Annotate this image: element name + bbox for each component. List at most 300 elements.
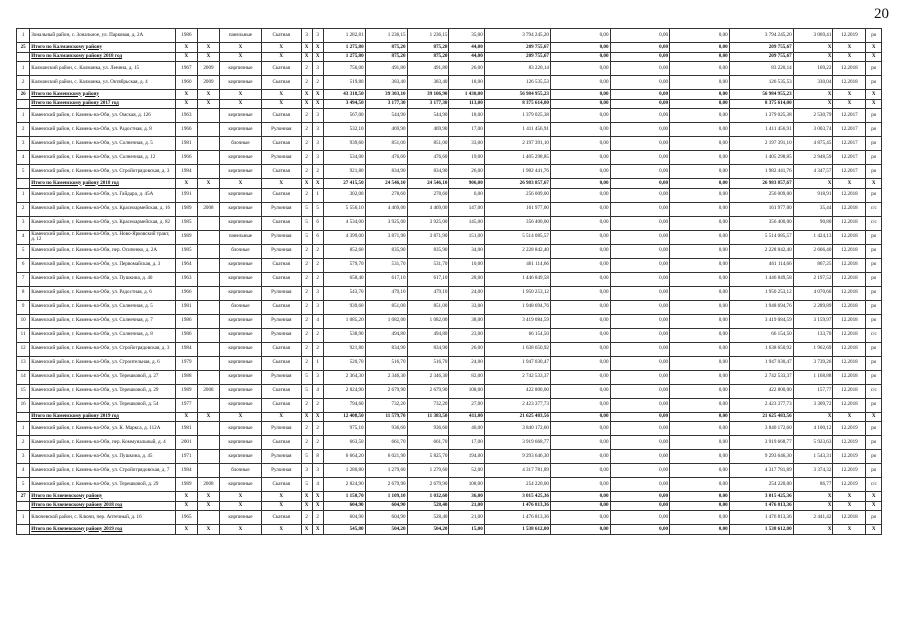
floors-cell: 3 bbox=[301, 464, 312, 478]
total-area-cell: 4 399,00 bbox=[323, 230, 365, 244]
overhaul-cost-cell: 3 015 425,36 bbox=[484, 492, 550, 502]
roof-type-cell: Скатная bbox=[261, 342, 301, 356]
entrances-cell: X bbox=[312, 43, 323, 53]
year-overhaul-cell bbox=[197, 258, 219, 272]
floors-cell: X bbox=[301, 52, 312, 62]
address-cell: Каменский район, г. Камень-на-Оби, пер. Осипенко, д. 2А bbox=[30, 244, 176, 258]
table-row bbox=[17, 165, 882, 179]
subtotal-label: Итого по Каменскому району 2017 год bbox=[30, 99, 176, 109]
year-overhaul-cell bbox=[197, 450, 219, 464]
floors-cell: 5 bbox=[301, 384, 312, 398]
living-area-cell: 835,90 bbox=[365, 244, 407, 258]
funding-2-cell: 0,00 bbox=[610, 244, 670, 258]
funding-2-cell: 0,00 bbox=[610, 501, 670, 511]
roof-type-cell: Рулонная bbox=[261, 151, 301, 165]
year-overhaul-cell bbox=[197, 230, 219, 244]
living-area-cell: 936,60 bbox=[365, 422, 407, 436]
floors-cell: 2 bbox=[301, 62, 312, 76]
living-area-cell: 516,70 bbox=[365, 356, 407, 370]
method-cell: ро bbox=[866, 356, 882, 370]
living-area-cell: 1 236,15 bbox=[365, 29, 407, 43]
method-cell: X bbox=[866, 492, 882, 502]
funding-2-cell: 0,00 bbox=[610, 52, 670, 62]
funding-2-cell: 0,00 bbox=[610, 216, 670, 230]
total-area-cell: 519,80 bbox=[323, 76, 365, 90]
year-built-cell: 1981 bbox=[175, 137, 197, 151]
overhaul-cost-cell: 3 919 668,77 bbox=[484, 436, 550, 450]
total-cost-cell: 1 476 813,36 bbox=[729, 511, 793, 525]
method-cell: ро bbox=[866, 300, 882, 314]
roof-type-cell: Скатная bbox=[261, 398, 301, 412]
table-row bbox=[17, 464, 882, 478]
living-area-residential-cell: 528,40 bbox=[407, 511, 449, 525]
funding-3-cell: 0,00 bbox=[670, 314, 730, 328]
funding-3-cell: 0,00 bbox=[670, 90, 730, 100]
overhaul-cost-cell: 8 375 614,00 bbox=[484, 99, 550, 109]
roof-type-cell: Скатная bbox=[261, 216, 301, 230]
address-cell: Каменский район, г. Камень-на-Оби, ул. Солнечная, д. 5 bbox=[30, 300, 176, 314]
overhaul-cost-cell: 209 755,67 bbox=[484, 43, 550, 53]
funding-2-cell: 0,00 bbox=[610, 356, 670, 370]
living-area-residential-cell: 531,70 bbox=[407, 258, 449, 272]
subtotal-label: Итого по Каменскому району bbox=[30, 90, 176, 100]
row-number-cell: 12 bbox=[17, 342, 30, 356]
residents-cell: 36,00 bbox=[449, 492, 484, 502]
funding-3-cell: 0,00 bbox=[670, 464, 730, 478]
entrances-cell: 2 bbox=[312, 422, 323, 436]
roof-type-cell: Рулонная bbox=[261, 123, 301, 137]
floors-cell: 2 bbox=[301, 272, 312, 286]
funding-3-cell: 0,00 bbox=[670, 342, 730, 356]
unit-cost-cell: X bbox=[793, 525, 833, 535]
total-cost-cell: 21 625 483,56 bbox=[729, 412, 793, 422]
total-area-cell: 6 664,20 bbox=[323, 450, 365, 464]
floors-cell: 2 bbox=[301, 123, 312, 137]
year-built-cell: 1971 bbox=[175, 450, 197, 464]
total-cost-cell: 1 982 441,76 bbox=[729, 165, 793, 179]
residents-cell: 24,00 bbox=[449, 356, 484, 370]
floors-cell: X bbox=[301, 99, 312, 109]
deadline-cell: 12.2019 bbox=[833, 29, 866, 43]
address-cell: Зональный район, с. Зональное, ул. Парковая, д. 2А bbox=[30, 29, 176, 43]
year-overhaul-cell bbox=[197, 342, 219, 356]
row-number-cell: 14 bbox=[17, 370, 30, 384]
funding-3-cell: 0,00 bbox=[670, 356, 730, 370]
address-cell: Каменский район, г. Камень-на-Оби, ул. Омская, д. 126 bbox=[30, 109, 176, 123]
funding-2-cell: 0,00 bbox=[610, 314, 670, 328]
roof-type-cell: Скатная bbox=[261, 272, 301, 286]
roof-type-cell: Скатная bbox=[261, 300, 301, 314]
total-cost-cell: 2 423 377,73 bbox=[729, 398, 793, 412]
wall-material-cell: кирпичные bbox=[219, 450, 261, 464]
funding-1-cell: 0,00 bbox=[550, 314, 610, 328]
funding-3-cell: 0,00 bbox=[670, 422, 730, 436]
year-overhaul-cell bbox=[197, 123, 219, 137]
living-area-cell: 24 546,10 bbox=[365, 179, 407, 189]
unit-cost-cell: 5 923,63 bbox=[793, 436, 833, 450]
wall-material-cell: кирпичные bbox=[219, 398, 261, 412]
total-area-cell: 4 534,00 bbox=[323, 216, 365, 230]
address-cell: Каменский район, г. Камень-на-Оби, ул. Красноармейская, д. 16 bbox=[30, 202, 176, 216]
row-number-cell: 5 bbox=[17, 244, 30, 258]
year-overhaul-cell: X bbox=[197, 501, 219, 511]
funding-3-cell: 0,00 bbox=[670, 412, 730, 422]
wall-material-cell: блочные bbox=[219, 244, 261, 258]
overhaul-cost-cell: 2 742 533,37 bbox=[484, 370, 550, 384]
residents-cell: 18,00 bbox=[449, 109, 484, 123]
deadline-cell: 12.2017 bbox=[833, 165, 866, 179]
residents-cell: 21,00 bbox=[449, 511, 484, 525]
wall-material-cell: кирпичные bbox=[219, 165, 261, 179]
roof-type-cell: Скатная bbox=[261, 109, 301, 123]
funding-2-cell: 0,00 bbox=[610, 342, 670, 356]
funding-2-cell: 0,00 bbox=[610, 202, 670, 216]
funding-2-cell: 0,00 bbox=[610, 29, 670, 43]
wall-material-cell: X bbox=[219, 492, 261, 502]
roof-type-cell: Скатная bbox=[261, 76, 301, 90]
entrances-cell: 2 bbox=[312, 244, 323, 258]
residents-cell: 38,00 bbox=[449, 314, 484, 328]
residents-cell: 23,00 bbox=[449, 328, 484, 342]
living-area-residential-cell: 875,20 bbox=[407, 43, 449, 53]
entrances-cell: 2 bbox=[312, 76, 323, 90]
living-area-cell: 834,90 bbox=[365, 342, 407, 356]
deadline-cell: 12.2017 bbox=[833, 151, 866, 165]
residents-cell: 21,00 bbox=[449, 501, 484, 511]
total-area-cell: 852,60 bbox=[323, 244, 365, 258]
funding-1-cell: 0,00 bbox=[550, 450, 610, 464]
living-area-residential-cell: 3 925,00 bbox=[407, 216, 449, 230]
year-overhaul-cell bbox=[197, 436, 219, 450]
address-cell: Каменский район, г. Камень-на-Оби, ул. Строительная, д. 6 bbox=[30, 356, 176, 370]
entrances-cell: X bbox=[312, 90, 323, 100]
method-cell: X bbox=[866, 179, 882, 189]
funding-3-cell: 0,00 bbox=[670, 492, 730, 502]
unit-cost-cell: 35,44 bbox=[793, 202, 833, 216]
roof-type-cell: X bbox=[261, 90, 301, 100]
funding-3-cell: 0,00 bbox=[670, 62, 730, 76]
page-number: 20 bbox=[874, 6, 889, 22]
living-area-cell: 1 082,00 bbox=[365, 314, 407, 328]
total-area-cell: 663,50 bbox=[323, 436, 365, 450]
wall-material-cell: кирпичные bbox=[219, 151, 261, 165]
total-cost-cell: 1 947 030,47 bbox=[729, 356, 793, 370]
entrances-cell: X bbox=[312, 412, 323, 422]
entrances-cell: 3 bbox=[312, 62, 323, 76]
deadline-cell: 12.2019 bbox=[833, 464, 866, 478]
overhaul-cost-cell: 1 405 298,85 bbox=[484, 151, 550, 165]
overhaul-cost-cell: 4 317 781,89 bbox=[484, 464, 550, 478]
entrances-cell: 2 bbox=[312, 165, 323, 179]
living-area-cell: 661,70 bbox=[365, 436, 407, 450]
row-number-cell bbox=[17, 412, 30, 422]
year-overhaul-cell: 2008 bbox=[197, 384, 219, 398]
entrances-cell: X bbox=[312, 525, 323, 535]
year-built-cell: 1986 bbox=[175, 328, 197, 342]
deadline-cell: 12.2018 bbox=[833, 188, 866, 202]
deadline-cell: 12.2019 bbox=[833, 422, 866, 436]
deadline-cell: 12.2018 bbox=[833, 216, 866, 230]
funding-1-cell: 0,00 bbox=[550, 137, 610, 151]
funding-2-cell: 0,00 bbox=[610, 464, 670, 478]
row-number-cell: 27 bbox=[17, 492, 30, 502]
floors-cell: 2 bbox=[301, 188, 312, 202]
year-built-cell: 1984 bbox=[175, 342, 197, 356]
total-cost-cell: 1 538 612,00 bbox=[729, 525, 793, 535]
floors-cell: X bbox=[301, 501, 312, 511]
living-area-residential-cell: 4 469,00 bbox=[407, 202, 449, 216]
wall-material-cell: блочные bbox=[219, 137, 261, 151]
total-cost-cell: 256 009,00 bbox=[729, 188, 793, 202]
living-area-cell: 476,60 bbox=[365, 151, 407, 165]
method-cell: ро bbox=[866, 464, 882, 478]
funding-3-cell: 0,00 bbox=[670, 109, 730, 123]
total-area-cell: 1 275,80 bbox=[323, 43, 365, 53]
total-cost-cell: 2 742 533,37 bbox=[729, 370, 793, 384]
floors-cell: X bbox=[301, 525, 312, 535]
year-overhaul-cell bbox=[197, 398, 219, 412]
total-cost-cell: 1 948 694,76 bbox=[729, 300, 793, 314]
year-built-cell: 1984 bbox=[175, 464, 197, 478]
method-cell: X bbox=[866, 412, 882, 422]
floors-cell: 2 bbox=[301, 436, 312, 450]
total-area-cell: 939,60 bbox=[323, 300, 365, 314]
residents-cell: 44,00 bbox=[449, 52, 484, 62]
year-built-cell: 1979 bbox=[175, 356, 197, 370]
residents-cell: 194,00 bbox=[449, 450, 484, 464]
year-built-cell: 1966 bbox=[175, 286, 197, 300]
year-built-cell: 1989 bbox=[175, 478, 197, 492]
funding-2-cell: 0,00 bbox=[610, 109, 670, 123]
row-number-cell bbox=[17, 525, 30, 535]
year-overhaul-cell: X bbox=[197, 43, 219, 53]
deadline-cell: X bbox=[833, 492, 866, 502]
floors-cell: X bbox=[301, 492, 312, 502]
funding-1-cell: 0,00 bbox=[550, 244, 610, 258]
year-overhaul-cell bbox=[197, 356, 219, 370]
wall-material-cell: кирпичные bbox=[219, 356, 261, 370]
subtotal-label: Итого по Каменскому району 2018 год bbox=[30, 179, 176, 189]
entrances-cell: 2 bbox=[312, 328, 323, 342]
total-area-cell: 1 275,80 bbox=[323, 52, 365, 62]
living-area-residential-cell: 1 032,60 bbox=[407, 492, 449, 502]
address-cell: Каменский район, г. Камень-на-Оби, ул. Солнечная, д. 7 bbox=[30, 314, 176, 328]
wall-material-cell: X bbox=[219, 99, 261, 109]
funding-3-cell: 0,00 bbox=[670, 165, 730, 179]
year-built-cell: 1977 bbox=[175, 398, 197, 412]
funding-2-cell: 0,00 bbox=[610, 272, 670, 286]
year-built-cell: 1989 bbox=[175, 230, 197, 244]
overhaul-cost-cell: 3 840 172,60 bbox=[484, 422, 550, 436]
deadline-cell: 12.2018 bbox=[833, 398, 866, 412]
roof-type-cell: Рулонная bbox=[261, 230, 301, 244]
unit-cost-cell: 4 100,12 bbox=[793, 422, 833, 436]
floors-cell: 2 bbox=[301, 300, 312, 314]
unit-cost-cell: 2 530,79 bbox=[793, 109, 833, 123]
unit-cost-cell: 3 003,74 bbox=[793, 123, 833, 137]
floors-cell: 2 bbox=[301, 356, 312, 370]
living-area-residential-cell: 834,90 bbox=[407, 342, 449, 356]
unit-cost-cell: X bbox=[793, 90, 833, 100]
funding-2-cell: 0,00 bbox=[610, 422, 670, 436]
funding-1-cell: 0,00 bbox=[550, 511, 610, 525]
year-overhaul-cell bbox=[197, 216, 219, 230]
year-overhaul-cell bbox=[197, 137, 219, 151]
method-cell: ро bbox=[866, 286, 882, 300]
floors-cell: 2 bbox=[301, 342, 312, 356]
table-row bbox=[17, 342, 882, 356]
entrances-cell: 2 bbox=[312, 272, 323, 286]
overhaul-cost-cell: 1 476 813,36 bbox=[484, 501, 550, 511]
table-row bbox=[17, 314, 882, 328]
funding-1-cell: 0,00 bbox=[550, 99, 610, 109]
year-built-cell: 1966 bbox=[175, 151, 197, 165]
residents-cell: 1 430,00 bbox=[449, 90, 484, 100]
method-cell: ро bbox=[866, 62, 882, 76]
table-row bbox=[17, 230, 882, 244]
funding-1-cell: 0,00 bbox=[550, 52, 610, 62]
total-area-cell: 2 824,90 bbox=[323, 478, 365, 492]
living-area-cell: 604,90 bbox=[365, 501, 407, 511]
unit-cost-cell: 4 875,45 bbox=[793, 137, 833, 151]
living-area-cell: 531,70 bbox=[365, 258, 407, 272]
floors-cell: 2 bbox=[301, 511, 312, 525]
row-number-cell: 25 bbox=[17, 43, 30, 53]
residents-cell: 35,00 bbox=[449, 29, 484, 43]
funding-2-cell: 0,00 bbox=[610, 179, 670, 189]
funding-3-cell: 0,00 bbox=[670, 384, 730, 398]
funding-1-cell: 0,00 bbox=[550, 258, 610, 272]
address-cell: Каменский район, г. Камень-на-Оби, пер. Коммунальный, д. 4 bbox=[30, 436, 176, 450]
wall-material-cell: кирпичные bbox=[219, 422, 261, 436]
total-cost-cell: 5 514 085,57 bbox=[729, 230, 793, 244]
year-overhaul-cell: 2008 bbox=[197, 478, 219, 492]
table-row bbox=[17, 76, 882, 90]
year-built-cell: 1985 bbox=[175, 216, 197, 230]
year-overhaul-cell: X bbox=[197, 99, 219, 109]
wall-material-cell: кирпичные bbox=[219, 272, 261, 286]
overhaul-cost-cell: 3 794 245,20 bbox=[484, 29, 550, 43]
deadline-cell: X bbox=[833, 525, 866, 535]
year-overhaul-cell bbox=[197, 328, 219, 342]
wall-material-cell: кирпичные bbox=[219, 511, 261, 525]
funding-3-cell: 0,00 bbox=[670, 328, 730, 342]
year-built-cell: 1960 bbox=[175, 76, 197, 90]
method-cell: с/с bbox=[866, 328, 882, 342]
row-number-cell bbox=[17, 52, 30, 62]
total-cost-cell: 1 411 456,91 bbox=[729, 123, 793, 137]
deadline-cell: 12.2018 bbox=[833, 356, 866, 370]
funding-1-cell: 0,00 bbox=[550, 370, 610, 384]
living-area-residential-cell: 476,60 bbox=[407, 151, 449, 165]
roof-type-cell: Скатная bbox=[261, 62, 301, 76]
row-number-cell: 8 bbox=[17, 286, 30, 300]
deadline-cell: X bbox=[833, 412, 866, 422]
total-cost-cell: 2 197 391,10 bbox=[729, 137, 793, 151]
wall-material-cell: кирпичные bbox=[219, 109, 261, 123]
funding-3-cell: 0,00 bbox=[670, 436, 730, 450]
funding-1-cell: 0,00 bbox=[550, 29, 610, 43]
method-cell: с/с bbox=[866, 478, 882, 492]
total-area-cell: 43 318,50 bbox=[323, 90, 365, 100]
living-area-residential-cell: 469,90 bbox=[407, 123, 449, 137]
entrances-cell: 4 bbox=[312, 478, 323, 492]
total-cost-cell: 209 755,67 bbox=[729, 43, 793, 53]
subtotal-label: Итого по Ключевскому району 2019 год bbox=[30, 525, 176, 535]
deadline-cell: 12.2018 bbox=[833, 62, 866, 76]
method-cell: ро bbox=[866, 370, 882, 384]
overhaul-cost-cell: 56 984 955,23 bbox=[484, 90, 550, 100]
method-cell: ро bbox=[866, 272, 882, 286]
funding-3-cell: 0,00 bbox=[670, 99, 730, 109]
year-overhaul-cell bbox=[197, 286, 219, 300]
entrances-cell: X bbox=[312, 492, 323, 502]
method-cell: ро bbox=[866, 29, 882, 43]
funding-1-cell: 0,00 bbox=[550, 179, 610, 189]
table-row bbox=[17, 244, 882, 258]
method-cell: с/с bbox=[866, 384, 882, 398]
row-number-cell bbox=[17, 501, 30, 511]
overhaul-cost-cell: 5 514 085,57 bbox=[484, 230, 550, 244]
total-area-cell: 604,90 bbox=[323, 511, 365, 525]
subtotal-row bbox=[17, 179, 882, 189]
funding-2-cell: 0,00 bbox=[610, 450, 670, 464]
floors-cell: 2 bbox=[301, 76, 312, 90]
living-area-cell: 383,40 bbox=[365, 76, 407, 90]
address-cell: Каменский район, г. Камень-на-Оби, ул. Гайдара, д. 45А bbox=[30, 188, 176, 202]
funding-1-cell: 0,00 bbox=[550, 492, 610, 502]
total-cost-cell: 422 800,00 bbox=[729, 384, 793, 398]
address-cell: Каменский район, г. Камень-на-Оби, ул. Солнечная, д. 5 bbox=[30, 137, 176, 151]
floors-cell: 5 bbox=[301, 216, 312, 230]
unit-cost-cell: X bbox=[793, 179, 833, 189]
funding-3-cell: 0,00 bbox=[670, 188, 730, 202]
subtotal-row bbox=[17, 52, 882, 62]
table-row bbox=[17, 62, 882, 76]
residents-cell: 40,00 bbox=[449, 422, 484, 436]
unit-cost-cell: 90,80 bbox=[793, 216, 833, 230]
wall-material-cell: кирпичные bbox=[219, 188, 261, 202]
roof-type-cell: X bbox=[261, 492, 301, 502]
wall-material-cell: панельные bbox=[219, 29, 261, 43]
wall-material-cell: кирпичные bbox=[219, 62, 261, 76]
overhaul-cost-cell: 21 625 483,56 bbox=[484, 412, 550, 422]
unit-cost-cell: 3 159,97 bbox=[793, 314, 833, 328]
entrances-cell: X bbox=[312, 52, 323, 62]
unit-cost-cell: 4 070,66 bbox=[793, 286, 833, 300]
wall-material-cell: блочные bbox=[219, 300, 261, 314]
floors-cell: 5 bbox=[301, 478, 312, 492]
funding-3-cell: 0,00 bbox=[670, 258, 730, 272]
funding-2-cell: 0,00 bbox=[610, 384, 670, 398]
year-built-cell: 1991 bbox=[175, 188, 197, 202]
funding-2-cell: 0,00 bbox=[610, 123, 670, 137]
roof-type-cell: Скатная bbox=[261, 137, 301, 151]
method-cell: X bbox=[866, 99, 882, 109]
floors-cell: X bbox=[301, 412, 312, 422]
residents-cell: 147,00 bbox=[449, 202, 484, 216]
year-overhaul-cell bbox=[197, 188, 219, 202]
year-built-cell: 1984 bbox=[175, 165, 197, 179]
funding-3-cell: 0,00 bbox=[670, 151, 730, 165]
residents-cell: 108,00 bbox=[449, 384, 484, 398]
unit-cost-cell: 86,77 bbox=[793, 478, 833, 492]
funding-3-cell: 0,00 bbox=[670, 478, 730, 492]
address-cell: Каменский район, г. Камень-на-Оби, ул. Терешковой, д. 27 bbox=[30, 370, 176, 384]
year-built-cell: X bbox=[175, 525, 197, 535]
roof-type-cell: Скатная bbox=[261, 478, 301, 492]
subtotal-row bbox=[17, 492, 882, 502]
